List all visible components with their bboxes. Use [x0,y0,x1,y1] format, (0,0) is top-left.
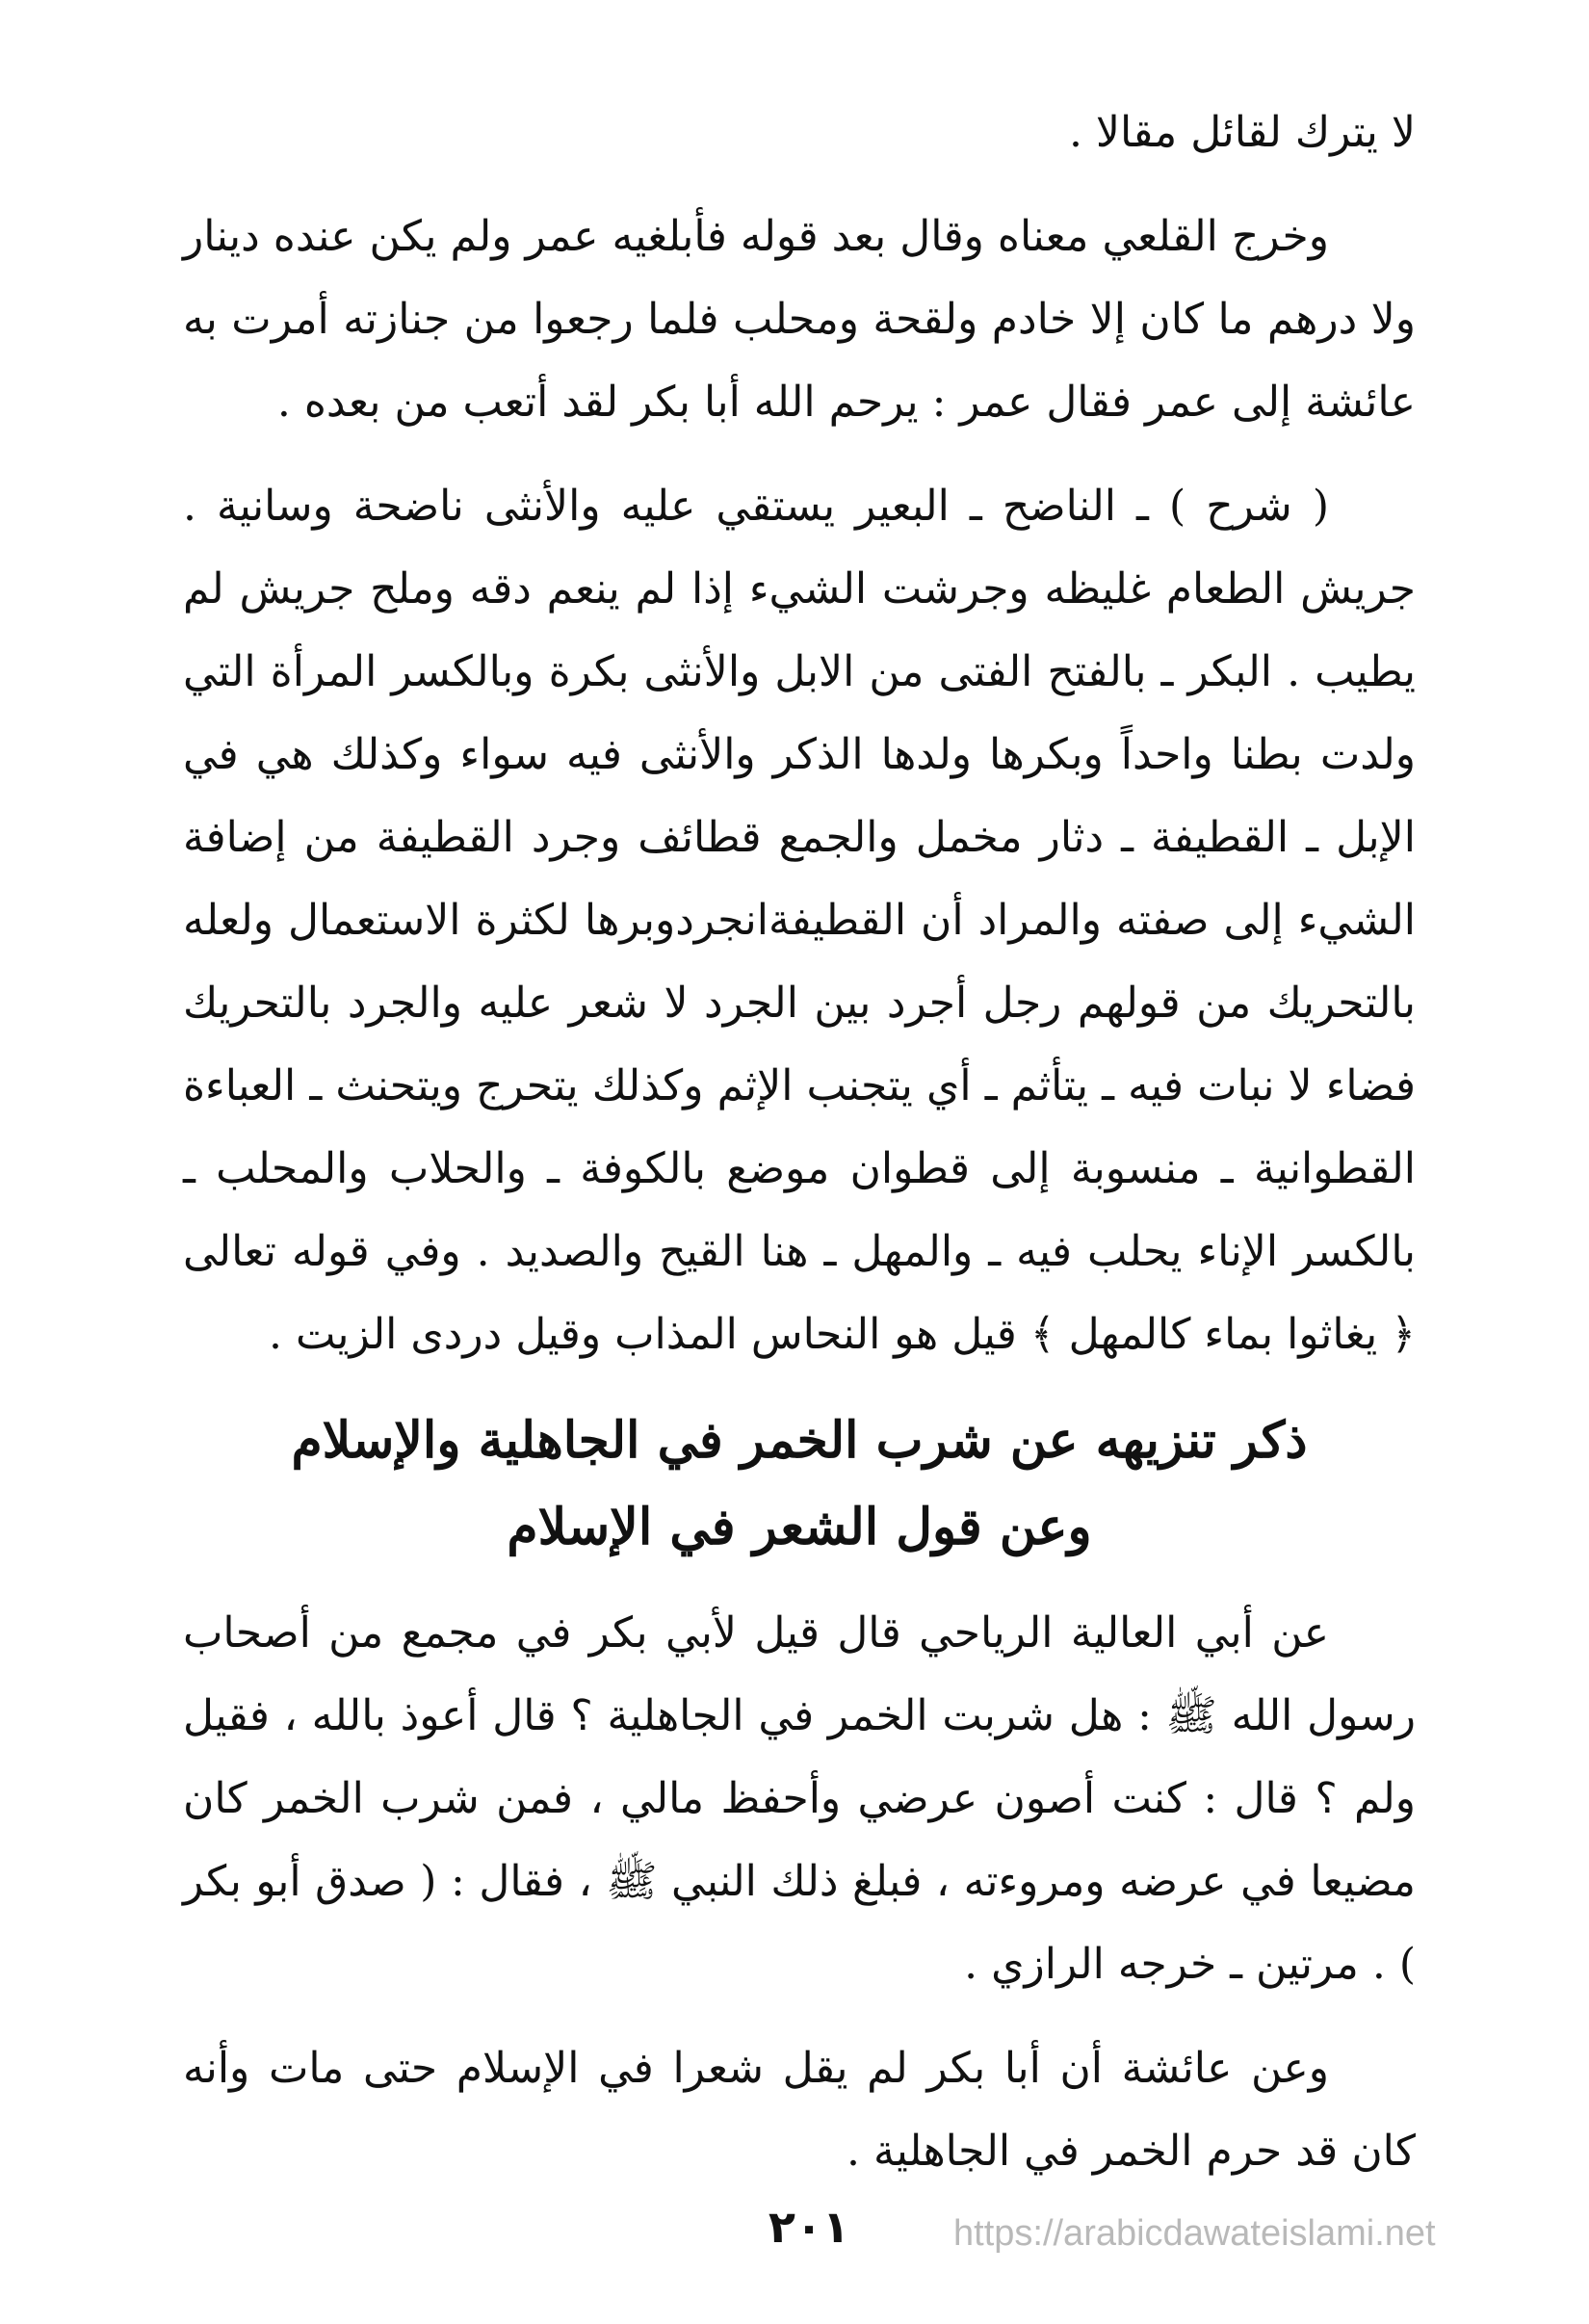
section-heading [183,1397,1416,1571]
paragraph-abu-aliya: عن أبي العالية الرياحي قال قيل لأبي بكر في مجمع من أصحاب رسول الله ﷺ : هل شربت الخمر في الجاهلية ؟ قال أعوذ بالله ، فقيل ولم ؟ قال : كنت أصون عرضي وأحفظ مالي ، فمن شرب الخمر كان مضيعا في عرضه ومروءته ، فبلغ ذلك النبي ﷺ ، فقال : ( صدق أبو بكر ) . مرتين ـ خرجه الرازي . [183,1608,1416,1989]
page-number: ٢٠١ [768,2201,850,2253]
paragraph-commentary: ( شرح ) ـ الناضح ـ البعير يستقي عليه والأنثى ناضحة وسانية . جريش الطعام غليظه وجرشت الشيء إذا لم ينعم دقه وملح جريش لم يطيب . البكر ـ بالفتح الفتى من الابل والأنثى بكرة وبالكسر المرأة التي ولدت بطنا واحداً وبكرها ولدها الذكر والأنثى فيه سواء وكذلك هي في الإبل ـ القطيفة ـ دثار مخمل والجمع قطائف وجرد القطيفة من إضافة الشيء إلى صفته والمراد أن القطيفةانجردوبرها لكثرة الاستعمال ولعله بالتحريك من قولهم رجل أجرد بين الجرد لا شعر عليه والجرد بالتحريك فضاء لا نبات فيه ـ يتأثم ـ أي يتجنب الإثم وكذلك يتحرج ويتحنث ـ العباءة القطوانية ـ منسوبة إلى قطوان موضع بالكوفة ـ والحلاب والمحلب ـ بالكسر الإناء يحلب فيه ـ والمهل ـ هنا القيح والصديد . وفي قوله تعالى ﴿ يغاثوا بماء كالمهل ﴾ قيل هو النحاس المذاب وقيل دردى الزيت . [183,482,1417,1359]
heading-line-2: وعن قول الشعر في الإسلام [507,1498,1092,1556]
paragraph-aisha: وعن عائشة أن أبا بكر لم يقل شعرا في الإسلام حتى مات وأنه كان قد حرم الخمر في الجاهلية . [183,2044,1416,2176]
paragraph-qalai: وخرج القلعي معناه وقال بعد قوله فأبلغيه عمر ولم يكن عنده دينار ولا درهم ما كان إلا خادم ولقحة ومحلب فلما رجعوا من جنازته أمرت به عائشة إلى عمر فقال عمر : يرحم الله أبا بكر لقد أتعب من بعده . [183,212,1416,427]
heading-line-1: ذكر تنزيهه عن شرب الخمر في الجاهلية والإسلام [291,1411,1308,1470]
paragraph-continuation: لا يترك لقائل مقالا . [1068,108,1416,157]
watermark-url: https://arabicdawateislami.net [953,2213,1436,2254]
page-body [183,91,1416,2193]
